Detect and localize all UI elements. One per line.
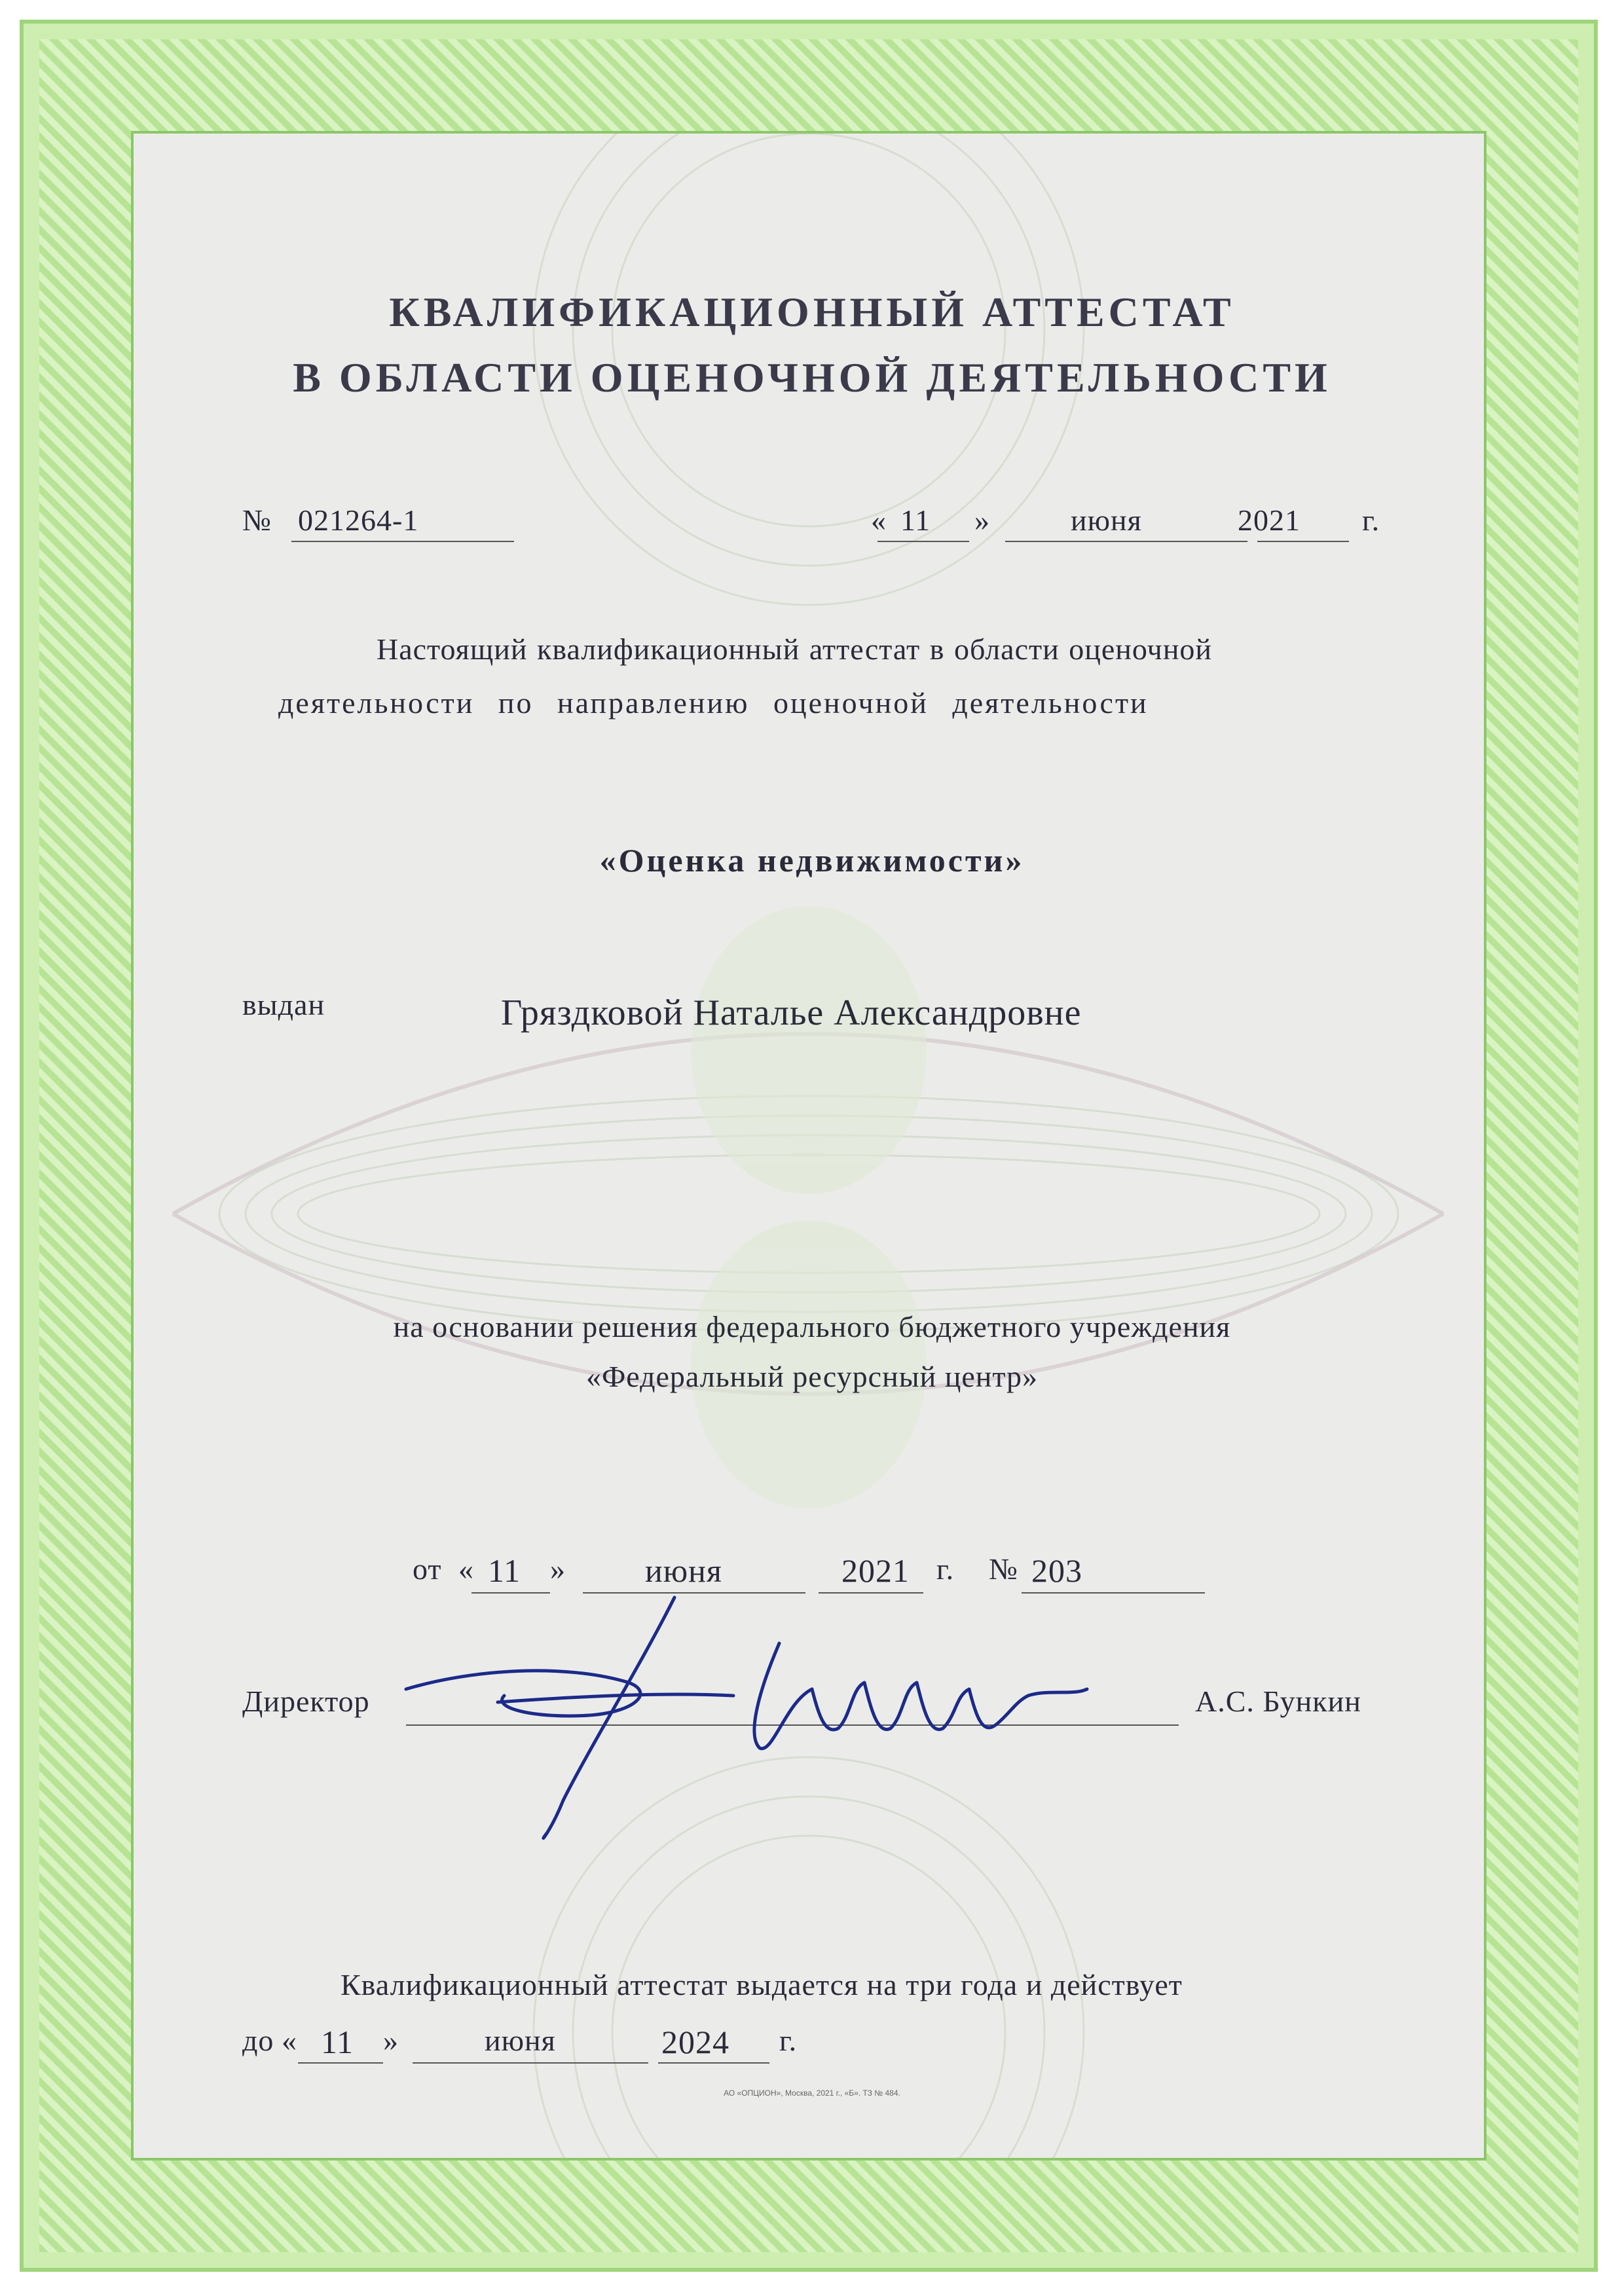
issued-label: выдан: [242, 988, 325, 1021]
valid-close-quote: »: [383, 2024, 399, 2057]
number-underline: [291, 541, 514, 542]
title-line-1: КВАЛИФИКАЦИОННЫЙ АТТЕСТАТ: [389, 289, 1235, 335]
date-year-underline: [1257, 541, 1349, 542]
issued-to-name: Гряздковой Наталье Александровне: [501, 993, 1082, 1033]
direction: «Оценка недвижимости»: [599, 842, 1025, 879]
intro-line-2: деятельности по направлению оценочной деятельности: [278, 686, 1149, 720]
number-prefix: №: [242, 503, 272, 537]
decision-year: 2021: [841, 1552, 910, 1589]
decision-prefix: от: [413, 1552, 442, 1586]
valid-day: 11: [321, 2024, 354, 2060]
date-suffix: г.: [1362, 503, 1380, 537]
date-day-underline: [877, 541, 969, 542]
valid-prefix: до: [242, 2024, 274, 2057]
valid-year-underline: [658, 2062, 769, 2064]
intro-line-1: Настоящий квалификационный аттестат в области оценочной: [377, 632, 1213, 666]
date-close-quote: »: [974, 503, 990, 537]
decision-close-quote: »: [550, 1552, 566, 1586]
basis-line-1: на основании решения федерального бюджетного учреждения: [393, 1310, 1231, 1343]
date-day: 11: [900, 503, 931, 537]
valid-suffix: г.: [779, 2024, 798, 2057]
director-label: Директор: [242, 1685, 370, 1718]
date-open-quote: «: [871, 503, 887, 537]
valid-year: 2024: [661, 2024, 729, 2060]
date-year: 2021: [1238, 503, 1301, 537]
decision-number: 203: [1031, 1552, 1082, 1589]
valid-month-underline: [413, 2062, 648, 2064]
printer-note: АО «ОПЦИОН», Москва, 2021 г., «Б». ТЗ № 484.: [724, 2088, 900, 2098]
decision-number-prefix: №: [989, 1552, 1018, 1586]
valid-day-underline: [298, 2062, 383, 2064]
valid-month: июня: [485, 2024, 556, 2057]
number-value: 021264-1: [298, 503, 419, 537]
validity-line: Квалификационный аттестат выдается на три года и действует: [341, 1968, 1183, 2001]
basis-line-2: «Федеральный ресурсный центр»: [585, 1360, 1039, 1393]
decision-open-quote: «: [458, 1552, 474, 1586]
decision-day: 11: [488, 1552, 521, 1589]
title-line-2: В ОБЛАСТИ ОЦЕНОЧНОЙ ДЕЯТЕЛЬНОСТИ: [293, 354, 1331, 401]
director-signature: [393, 1584, 1211, 1859]
valid-open-quote: «: [282, 2024, 297, 2057]
date-month-underline: [1005, 541, 1247, 542]
date-month: июня: [1071, 503, 1142, 537]
director-name: А.С. Бункин: [1195, 1685, 1361, 1718]
decision-year-suffix: г.: [936, 1552, 955, 1586]
decision-month: июня: [645, 1552, 722, 1589]
